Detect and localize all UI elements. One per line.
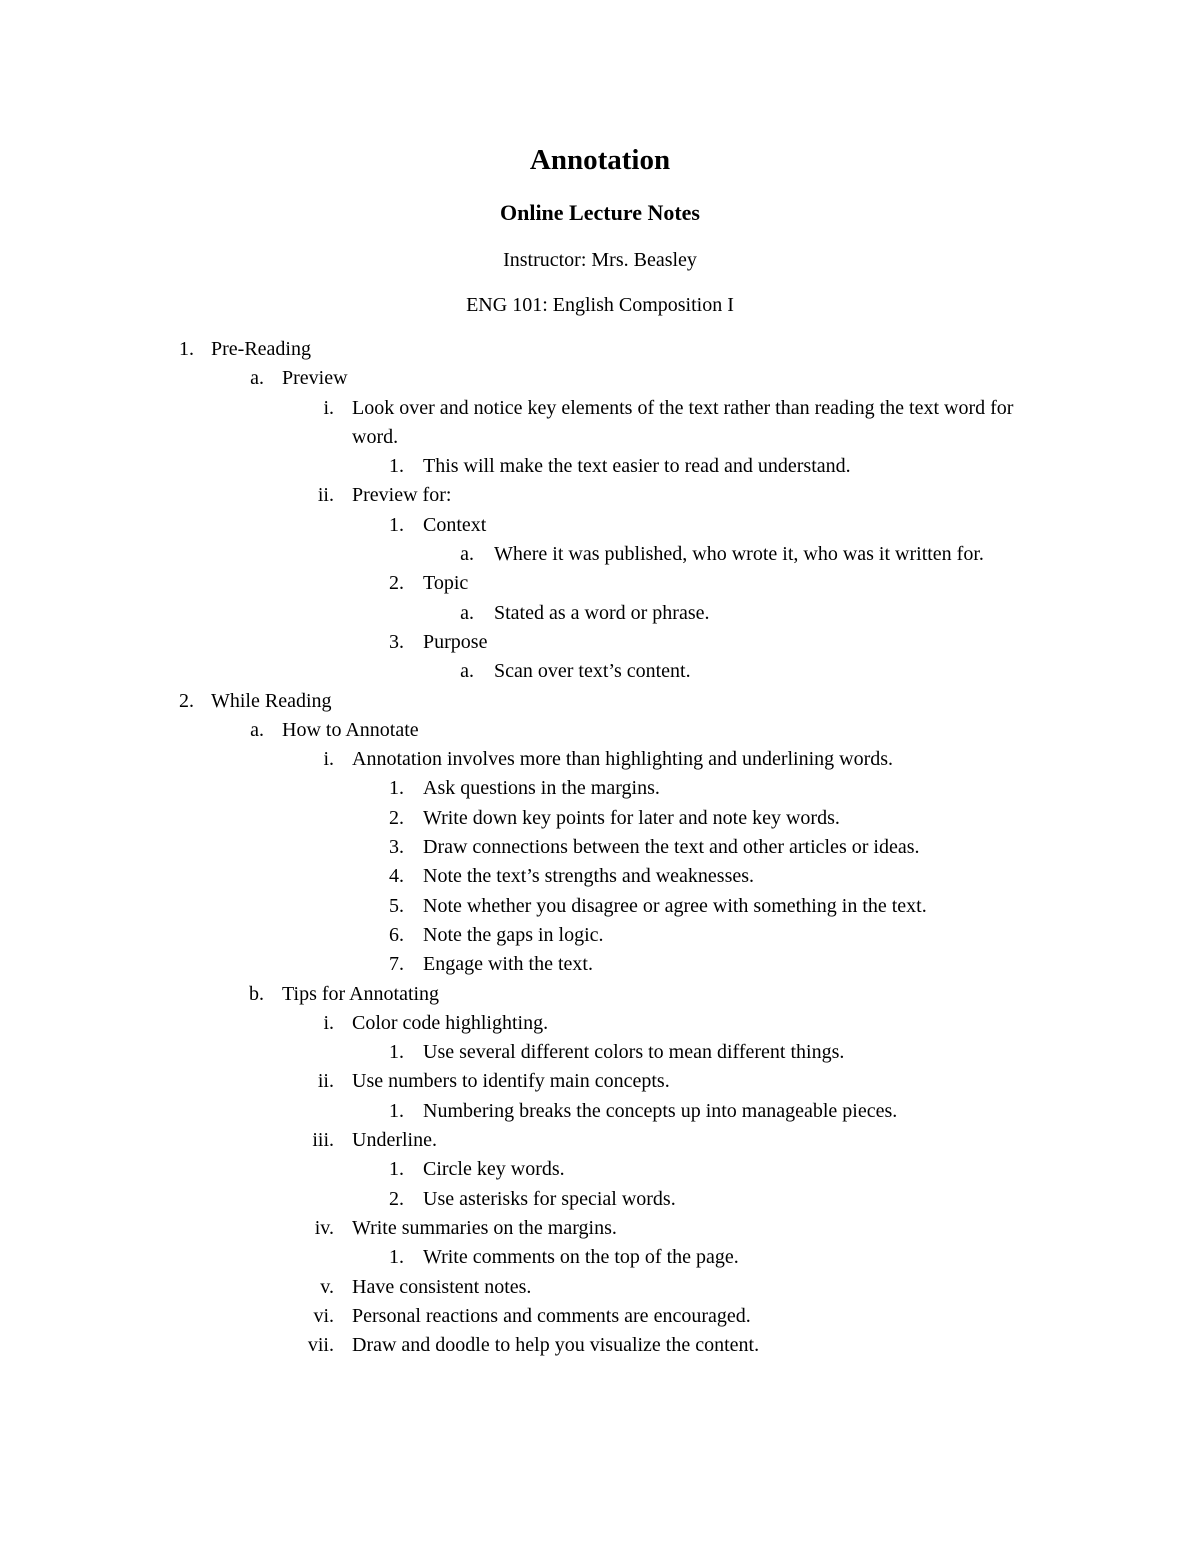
outline-marker: 1. <box>389 1246 404 1269</box>
outline-text: Write down key points for later and note key words. <box>423 806 840 829</box>
outline-item <box>0 335 1200 364</box>
outline-item <box>0 657 1200 686</box>
outline-marker: vii. <box>307 1334 334 1357</box>
outline-marker: iv. <box>314 1216 334 1239</box>
outline-text: Draw connections between the text and other articles or ideas. <box>423 836 920 859</box>
outline-item <box>0 1214 1200 1243</box>
outline-text: Note whether you disagree or agree with something in the text. <box>423 894 927 917</box>
outline-item <box>0 569 1200 598</box>
outline-text: Tips for Annotating <box>282 982 440 1005</box>
outline-item <box>0 511 1200 540</box>
outline-item <box>0 481 1200 510</box>
outline-item <box>0 1067 1200 1096</box>
outline-marker: 4. <box>389 865 404 888</box>
outline-item <box>0 1126 1200 1155</box>
outline-item <box>0 921 1200 950</box>
outline-item <box>0 892 1200 921</box>
outline-marker: v. <box>320 1275 334 1298</box>
outline-item <box>0 628 1200 657</box>
outline-marker: a. <box>460 543 474 566</box>
outline-item <box>0 452 1200 481</box>
outline-text: Use several different colors to mean different things. <box>423 1041 845 1064</box>
outline-marker: 6. <box>389 923 404 946</box>
outline-marker: 2. <box>389 806 404 829</box>
outline-item <box>0 1097 1200 1126</box>
outline-item <box>0 833 1200 862</box>
outline-text: Preview for: <box>352 484 452 507</box>
outline-text: Use numbers to identify main concepts. <box>352 1070 670 1093</box>
outline-text: Context <box>423 513 487 536</box>
outline-text: Where it was published, who wrote it, who was it written for. <box>494 543 984 566</box>
outline-text: Circle key words. <box>423 1158 565 1181</box>
outline-marker: a. <box>250 367 264 390</box>
outline-text: Scan over text’s content. <box>494 660 691 683</box>
outline-text: Preview <box>282 367 348 390</box>
outline-marker: vi. <box>313 1304 334 1327</box>
outline-marker: 2. <box>389 1187 404 1210</box>
outline-marker: ii. <box>317 1070 334 1093</box>
outline-marker: 7. <box>389 953 404 976</box>
document-subtitle: Online Lecture Notes <box>499 200 700 225</box>
outline-marker: i. <box>323 1011 334 1034</box>
outline-text: Note the text’s strengths and weaknesses. <box>423 865 755 888</box>
outline-marker: 3. <box>389 630 404 653</box>
outline-item <box>0 1331 1200 1360</box>
outline-item <box>0 599 1200 628</box>
outline-item <box>0 745 1200 774</box>
outline-text: Annotation involves more than highlighting and underlining words. <box>352 748 894 771</box>
outline-text: This will make the text easier to read and understand. <box>423 455 851 478</box>
outline-item <box>0 804 1200 833</box>
outline-item <box>0 1302 1200 1331</box>
outline-text: Stated as a word or phrase. <box>494 601 710 624</box>
outline-marker: i. <box>323 748 334 771</box>
outline-text: How to Annotate <box>282 718 419 741</box>
outline-marker: ii. <box>317 484 334 507</box>
outline-marker: i. <box>323 396 334 419</box>
outline-text: Underline. <box>352 1129 437 1152</box>
outline-marker: 5. <box>389 894 404 917</box>
outline-marker: 1. <box>389 1041 404 1064</box>
outline-item <box>0 1243 1200 1272</box>
outline-text: While Reading <box>211 689 332 712</box>
outline-text: Note the gaps in logic. <box>423 923 604 946</box>
outline-marker: 1. <box>389 1158 404 1181</box>
outline-marker: 3. <box>389 836 404 859</box>
outline-text: Personal reactions and comments are encouraged. <box>352 1304 751 1327</box>
outline-text: Engage with the text. <box>423 953 593 976</box>
outline-item <box>0 774 1200 803</box>
outline-item <box>0 394 1200 453</box>
outline-item <box>0 687 1200 716</box>
outline-text: Look over and notice key elements of the text rather than reading the text word for word. <box>352 396 1014 448</box>
outline-item <box>0 540 1200 569</box>
outline-marker: a. <box>460 601 474 624</box>
outline-item <box>0 1273 1200 1302</box>
outline-text: Write summaries on the margins. <box>352 1216 617 1239</box>
outline-marker: 1. <box>389 777 404 800</box>
outline-item <box>0 364 1200 393</box>
outline-item <box>0 1009 1200 1038</box>
outline-text: Write comments on the top of the page. <box>423 1246 739 1269</box>
outline-marker: 2. <box>389 572 404 595</box>
document-title: Annotation <box>529 144 671 176</box>
lecture-outline <box>0 335 1200 1360</box>
outline-text: Have consistent notes. <box>352 1275 532 1298</box>
outline-text: Color code highlighting. <box>352 1011 549 1034</box>
outline-item <box>0 1185 1200 1214</box>
outline-marker: a. <box>460 660 474 683</box>
outline-text: Topic <box>423 572 469 595</box>
outline-item <box>0 1038 1200 1067</box>
course-line: ENG 101: English Composition I <box>466 294 734 316</box>
outline-marker: 2. <box>179 689 194 712</box>
outline-item <box>0 980 1200 1009</box>
outline-item <box>0 1155 1200 1184</box>
outline-item <box>0 950 1200 979</box>
outline-text: Use asterisks for special words. <box>423 1187 676 1210</box>
outline-marker: 1. <box>179 338 194 360</box>
outline-marker: 1. <box>389 1099 404 1122</box>
outline-text: Purpose <box>423 630 488 653</box>
outline-marker: a. <box>250 718 264 741</box>
outline-text: Ask questions in the margins. <box>423 777 660 800</box>
instructor-line: Instructor: Mrs. Beasley <box>503 249 697 271</box>
outline-marker: b. <box>249 982 264 1005</box>
outline-marker: 1. <box>389 455 404 478</box>
outline-text: Numbering breaks the concepts up into manageable pieces. <box>423 1099 898 1122</box>
outline-text: Draw and doodle to help you visualize the content. <box>352 1334 760 1357</box>
outline-item <box>0 716 1200 745</box>
outline-marker: iii. <box>312 1129 334 1152</box>
outline-marker: 1. <box>389 513 404 536</box>
outline-item <box>0 862 1200 891</box>
outline-text: Pre-Reading <box>211 338 311 360</box>
